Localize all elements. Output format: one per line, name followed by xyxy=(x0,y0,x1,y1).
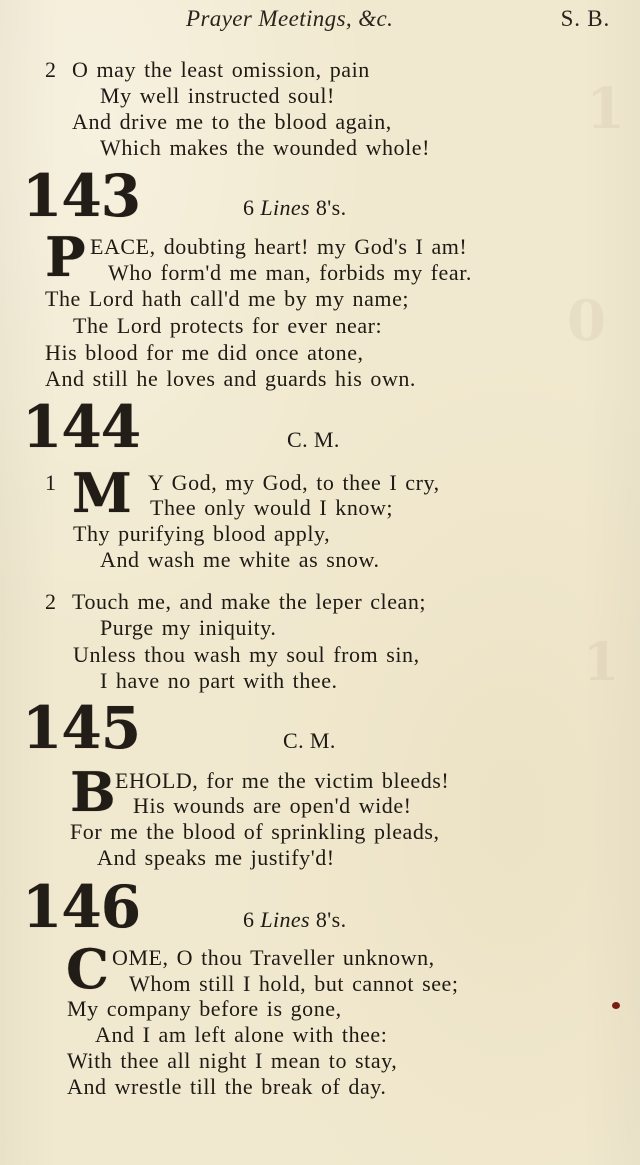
hymn-line: My well instructed soul! xyxy=(100,83,335,108)
verse-number: 1 xyxy=(45,470,56,495)
hymn-line: EHOLD, for me the victim bleeds! xyxy=(115,768,450,793)
hymn-number: 143 xyxy=(22,162,141,230)
hymn-line: Thee only would I know; xyxy=(150,495,394,520)
hymn-number: 144 xyxy=(22,393,141,461)
hymn-line: My company before is gone, xyxy=(67,996,342,1021)
hymn-number: 146 xyxy=(22,873,141,941)
hymn-line: Purge my iniquity. xyxy=(100,615,277,640)
hymn-line: And wash me white as snow. xyxy=(100,547,380,572)
hymn-line: I have no part with thee. xyxy=(100,668,338,693)
hymn-line: His blood for me did once atone, xyxy=(45,340,364,365)
hymn-line: And I am left alone with thee: xyxy=(95,1022,388,1047)
hymn-line: And drive me to the blood again, xyxy=(72,109,392,134)
hymn-line: Which makes the wounded whole! xyxy=(100,135,430,160)
hymn-meter xyxy=(287,429,340,451)
drop-cap: B xyxy=(70,760,116,824)
meter-suffix: 8's. xyxy=(315,195,347,220)
hymn-line: EACE, doubting heart! my God's I am! xyxy=(90,234,468,259)
meter-italic: Lines xyxy=(260,195,310,220)
hymn-number: 145 xyxy=(22,694,141,762)
meter-prefix: 6 xyxy=(243,195,255,220)
hymn-meter xyxy=(243,197,347,219)
drop-cap: C xyxy=(66,937,109,1001)
hymn-line: For me the blood of sprinkling pleads, xyxy=(70,819,440,844)
running-head xyxy=(0,6,640,34)
meter-prefix: 6 xyxy=(243,907,255,932)
hymn-line: And speaks me justify'd! xyxy=(97,845,335,870)
hymn-meter xyxy=(283,730,336,752)
hymn-line: The Lord hath call'd me by my name; xyxy=(45,286,410,311)
hymn-line: O may the least omission, pain xyxy=(72,57,370,82)
hymn-line: OME, O thou Traveller unknown, xyxy=(112,945,435,970)
verse-number: 2 xyxy=(45,57,56,82)
meter-suffix: 8's. xyxy=(315,907,347,932)
running-head-section: S. B. xyxy=(560,6,610,31)
hymn-meter xyxy=(243,909,347,931)
verse-number: 2 xyxy=(45,589,56,614)
hymn-line: The Lord protects for ever near: xyxy=(73,313,383,338)
hymn-line: With thee all night I mean to stay, xyxy=(67,1048,398,1073)
hymn-line: And still he loves and guards his own. xyxy=(45,366,416,391)
hymn-line: Y God, my God, to thee I cry, xyxy=(148,470,440,495)
meter-suffix: C. M. xyxy=(283,728,336,753)
drop-cap: P xyxy=(45,225,86,289)
hymn-line: Whom still I hold, but cannot see; xyxy=(129,971,459,996)
hymn-line: Who form'd me man, forbids my fear. xyxy=(108,260,472,285)
hymn-line: Touch me, and make the leper clean; xyxy=(72,589,427,614)
hymn-line: His wounds are open'd wide! xyxy=(133,793,412,818)
running-head-title: Prayer Meetings, &c. xyxy=(186,6,394,31)
ink-speck xyxy=(612,1002,620,1009)
drop-cap: M xyxy=(72,461,132,525)
hymn-line: Unless thou wash my soul from sin, xyxy=(73,642,420,667)
hymn-line: And wrestle till the break of day. xyxy=(67,1074,387,1099)
hymn-line: Thy purifying blood apply, xyxy=(73,521,331,546)
meter-italic: Lines xyxy=(260,907,310,932)
meter-suffix: C. M. xyxy=(287,427,340,452)
